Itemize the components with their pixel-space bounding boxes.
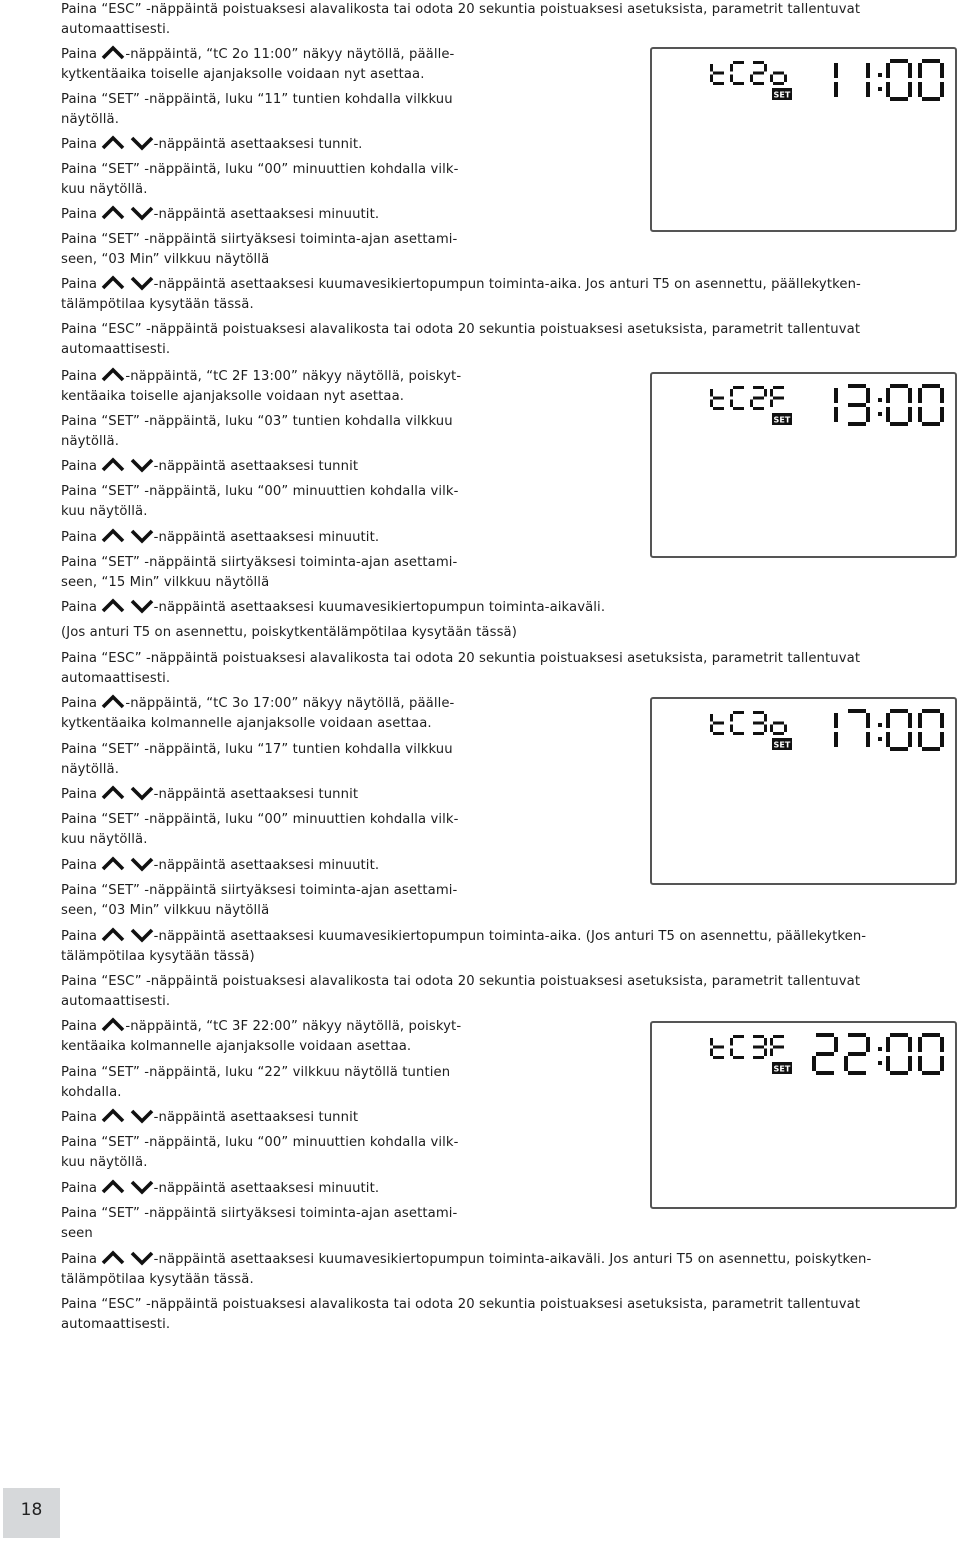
lcd-segment [890,747,908,751]
instruction-text: -näppäintä asettaaksesi tunnit. [153,137,363,152]
chevron-down-icon [130,275,154,291]
section2-runtime [61,598,958,619]
section3-intro-cont: kytkentäaika kolmannelle ajanjaksolle voidaan asettaa. [61,716,432,731]
esc-text: Paina “ESC” -näppäintä poistuaksesi alavalikosta tai odota 20 sekuntia poistuaksesi asetuksista, parametrit tallentuvat [61,651,861,666]
lcd-segment [886,1037,890,1052]
section2-hours-cont: näytöllä. [61,434,119,449]
lcd-segment [764,1049,767,1057]
lcd-segments [652,1023,955,1207]
chevron-down-icon [130,598,154,614]
lcd-segment [890,384,908,388]
lcd-segment [878,412,882,416]
lcd-segment [908,732,912,747]
instruction-text: -näppäintä asettaaksesi minuutit. [153,207,380,222]
lcd-segment [890,422,908,426]
lcd-segment [922,384,940,388]
lcd-segment [753,711,764,714]
lcd-segment [770,75,773,83]
esc-text: Paina “ESC” -näppäintä poistuaksesi alavalikosta tai odota 20 sekuntia poistuaksesi asetuksista, parametrit tallentuvat [61,974,861,989]
lcd-segment [730,1038,733,1046]
intro-text: -näppäintä, “tC 3o 17:00” näkyy näytöllä, päälle- [125,696,455,711]
esc-text-cont: automaattisesti. [61,342,171,357]
lcd-segment [848,1033,866,1037]
lcd-segment [886,1056,890,1071]
section3-move-cont: seen, “03 Min” vilkkuu näytöllä [61,903,270,918]
lcd-segment [713,1046,724,1049]
lcd-segment [922,709,940,713]
lcd-display [650,1021,957,1209]
chevron-up-icon [101,785,125,801]
lcd-segment [710,714,713,722]
section4-move-cont: seen [61,1226,93,1241]
lcd-segment [834,82,838,97]
section1-intro-cont: kytkentäaika toiselle ajanjaksolle voidaan nyt asettaa. [61,67,425,82]
instruction-text: -näppäintä asettaaksesi minuutit. [153,858,380,873]
lcd-segment [878,723,882,727]
lcd-segment [866,82,870,97]
lcd-segment [834,407,838,422]
lcd-segment [730,725,733,733]
lcd-segment [773,82,784,85]
lcd-display [650,697,957,885]
lcd-segment [812,1056,816,1071]
chevron-down-icon [130,1179,154,1195]
lcd-segment [764,725,767,733]
lcd-segment [866,388,870,403]
lcd-segment [730,75,733,83]
chevron-up-icon [101,205,125,221]
lcd-segment [890,709,908,713]
lcd-segment [730,714,733,722]
lcd-segment [730,1049,733,1057]
instruction-text: -näppäintä asettaaksesi minuutit. [153,530,380,545]
lcd-segment [770,389,773,397]
lcd-segment [784,75,787,83]
section3-move: Paina “SET” -näppäintä siirtyäksesi toiminta-ajan asettami- [61,883,458,898]
lcd-segment [764,1038,767,1046]
lcd-segment [770,400,773,408]
section2-set-minutes [61,528,516,549]
chevron-down-icon [130,856,154,872]
paina-label: Paina [61,137,98,152]
paina-label: Paina [61,858,98,873]
lcd-segment [733,407,744,410]
page-number: 18 [20,1500,43,1520]
paina-label: Paina [61,696,98,711]
section3-minutes: Paina “SET” -näppäintä, luku “00” minuuttien kohdalla vilk- [61,812,459,827]
lcd-segment [816,1071,834,1075]
lcd-segment [940,388,944,403]
lcd-segment [750,400,753,408]
lcd-segment [848,709,866,713]
lcd-segment [753,61,764,64]
lcd-segment [848,1071,866,1075]
lcd-segments [652,49,955,230]
lcd-segment [890,1071,908,1075]
chevron-up-icon [101,856,125,872]
esc-text: Paina “ESC” -näppäintä poistuaksesi alavalikosta tai odota 20 sekuntia poistuaksesi asetuksista, parametrit tallentuvat [61,322,861,337]
lcd-segment [940,63,944,78]
set-badge-label: SET [773,1064,791,1074]
lcd-segment [918,82,922,97]
paina-label: Paina [61,1019,98,1034]
lcd-segment [710,75,713,83]
section2-move: Paina “SET” -näppäintä siirtyäksesi toiminta-ajan asettami- [61,555,458,570]
chevron-down-icon [130,785,154,801]
instruction-text: -näppäintä asettaaksesi kuumavesikiertopumpun toiminta-aika. (Jos anturi T5 on asennettu, päällekytken- [153,929,867,944]
lcd-segment [730,64,733,72]
lcd-segment [878,87,882,91]
lcd-segment [848,422,866,426]
section4-minutes: Paina “SET” -näppäintä, luku “00” minuuttien kohdalla vilk- [61,1135,459,1150]
esc-text-cont: automaattisesti. [61,671,171,686]
lcd-segment [866,1037,870,1052]
lcd-segment [733,386,744,389]
section1-minutes-cont: kuu näytöllä. [61,182,148,197]
esc-text-cont: automaattisesti. [61,1317,171,1332]
lcd-segment [844,1056,848,1071]
lcd-segment [710,400,713,408]
lcd-segment [886,732,890,747]
lcd-segment [918,388,922,403]
lcd-segment [878,1047,882,1051]
lcd-segment [816,1052,834,1056]
section4-set-minutes [61,1179,516,1200]
set-badge [772,88,792,100]
lcd-segment [940,1056,944,1071]
section3-runtime [61,927,958,948]
lcd-segment [770,725,773,733]
paina-label: Paina [61,1252,98,1267]
section1-move-cont: seen, “03 Min” vilkkuu näytöllä [61,252,270,267]
lcd-segment [753,732,764,735]
lcd-segments [652,699,955,883]
esc-text: Paina “ESC” -näppäintä poistuaksesi alavalikosta tai odota 20 sekuntia poistuaksesi asetuksista, parametrit tallentuvat [61,2,861,17]
lcd-segment [753,1035,764,1038]
lcd-segment [918,1037,922,1052]
section3-hours-cont: näytöllä. [61,762,119,777]
lcd-segment [908,1056,912,1071]
section4-intro-cont: kentäaika kolmannelle ajanjaksolle voidaan asettaa. [61,1039,412,1054]
lcd-segment [753,82,764,85]
lcd-segment [834,63,838,78]
chevron-up-icon [101,367,125,383]
set-badge-label: SET [773,90,791,100]
lcd-segment [764,64,767,72]
lcd-segment [753,397,764,400]
lcd-segment [878,1061,882,1065]
section1-runtime [61,275,958,296]
paina-label: Paina [61,277,98,292]
lcd-segment [773,72,784,75]
lcd-segment [908,388,912,403]
lcd-segment [848,1052,866,1056]
lcd-segment [816,1033,834,1037]
section1-hours-cont: näytöllä. [61,112,119,127]
lcd-segment [886,63,890,78]
lcd-segment [878,737,882,741]
lcd-segment [784,725,787,733]
lcd-segment [730,389,733,397]
esc-text-cont: automaattisesti. [61,22,171,37]
lcd-segment [918,407,922,422]
lcd-segment [713,732,724,735]
lcd-segment [918,713,922,728]
lcd-segment [710,64,713,72]
lcd-segment [733,711,744,714]
lcd-segment [940,82,944,97]
lcd-segment [908,1037,912,1052]
section4-minutes-cont: kuu näytöllä. [61,1155,148,1170]
chevron-down-icon [130,1250,154,1266]
lcd-segment [770,1038,773,1046]
section4-runtime-cont: tälämpötilaa kysytään tässä. [61,1272,254,1287]
lcd-segment [866,407,870,422]
lcd-segment [773,1046,784,1049]
section2-minutes: Paina “SET” -näppäintä, luku “00” minuuttien kohdalla vilk- [61,484,459,499]
paina-label: Paina [61,600,98,615]
lcd-segment [922,747,940,751]
section2-minutes-cont: kuu näytöllä. [61,504,148,519]
page-number-box [3,1488,60,1538]
lcd-segment [848,384,866,388]
lcd-segment [733,1035,744,1038]
lcd-segment [886,713,890,728]
lcd-segment [848,403,866,407]
paina-label: Paina [61,787,98,802]
lcd-segment [770,1049,773,1057]
lcd-segment [940,732,944,747]
lcd-segment [922,1071,940,1075]
lcd-segment [878,73,882,77]
chevron-up-icon [101,45,125,61]
chevron-up-icon [101,694,125,710]
chevron-up-icon [101,1179,125,1195]
lcd-segment [918,732,922,747]
lcd-segment [878,398,882,402]
section4-hours: Paina “SET” -näppäintä, luku “22” vilkkuu näytöllä tuntien [61,1065,451,1080]
lcd-segment [713,407,724,410]
lcd-segment [753,722,764,725]
lcd-segment [834,388,838,403]
intro-text: -näppäintä, “tC 2o 11:00” näkyy näytöllä, päälle- [125,47,455,62]
section1-runtime-cont: tälämpötilaa kysytään tässä. [61,297,254,312]
lcd-segment [908,407,912,422]
lcd-segment [773,397,784,400]
paina-label: Paina [61,929,98,944]
lcd-segment [733,1056,744,1059]
instruction-text: -näppäintä asettaaksesi tunnit [153,787,359,802]
chevron-up-icon [101,528,125,544]
lcd-segment [940,713,944,728]
lcd-segment [713,1056,724,1059]
lcd-segment [834,732,838,747]
lcd-segment [918,63,922,78]
paina-label: Paina [61,1181,98,1196]
paina-label: Paina [61,1110,98,1125]
lcd-segment [918,1056,922,1071]
lcd-segment [764,389,767,397]
section3-runtime-cont: tälämpötilaa kysytään tässä) [61,949,255,964]
lcd-segment [886,388,890,403]
set-badge [772,1062,792,1074]
section1-intro [61,45,516,66]
lcd-segment [713,82,724,85]
chevron-up-icon [101,1017,125,1033]
chevron-down-icon [130,927,154,943]
lcd-segment [886,407,890,422]
chevron-up-icon [101,1250,125,1266]
chevron-up-icon [101,275,125,291]
chevron-down-icon [130,457,154,473]
set-badge [772,413,792,425]
lcd-segment [713,72,724,75]
paina-label: Paina [61,207,98,222]
lcd-segment [713,722,724,725]
lcd-segment [730,400,733,408]
set-badge-label: SET [773,740,791,750]
section3-set-minutes [61,856,516,877]
section2-intro-cont: kentäaika toiselle ajanjaksolle voidaan nyt asettaa. [61,389,405,404]
section1-set-minutes [61,205,516,226]
section4-intro [61,1017,516,1038]
instruction-text: -näppäintä asettaaksesi kuumavesikiertopumpun toiminta-aikaväli. [153,600,606,615]
lcd-segment [773,732,784,735]
section2-intro [61,367,516,388]
lcd-segment [710,1038,713,1046]
section1-set-hours [61,135,516,156]
paina-label: Paina [61,47,98,62]
lcd-segment [908,63,912,78]
lcd-segment [890,1033,908,1037]
instruction-text: -näppäintä asettaaksesi minuutit. [153,1181,380,1196]
lcd-segment [733,732,744,735]
lcd-segment [773,722,784,725]
lcd-segment [750,75,753,83]
lcd-segment [922,59,940,63]
section2-move-cont: seen, “15 Min” vilkkuu näytöllä [61,575,270,590]
lcd-segment [753,1056,764,1059]
section4-move: Paina “SET” -näppäintä siirtyäksesi toiminta-ajan asettami- [61,1206,458,1221]
paina-label: Paina [61,369,98,384]
chevron-up-icon [101,135,125,151]
paina-label: Paina [61,530,98,545]
lcd-segment [940,1037,944,1052]
lcd-display [650,47,957,232]
lcd-segment [834,1037,838,1052]
esc-text: Paina “ESC” -näppäintä poistuaksesi alavalikosta tai odota 20 sekuntia poistuaksesi asetuksista, parametrit tallentuvat [61,1297,861,1312]
chevron-down-icon [130,1108,154,1124]
section3-intro [61,694,516,715]
intro-text: -näppäintä, “tC 3F 22:00” näkyy näytöllä, poiskyt- [125,1019,462,1034]
chevron-up-icon [101,1108,125,1124]
paina-label: Paina [61,459,98,474]
lcd-segment [713,397,724,400]
chevron-down-icon [130,205,154,221]
section2-hours: Paina “SET” -näppäintä, luku “03” tuntien kohdalla vilkkuu [61,414,453,429]
set-badge-label: SET [773,415,791,425]
section1-hours: Paina “SET” -näppäintä, luku “11” tuntien kohdalla vilkkuu [61,92,453,107]
lcd-segment [922,422,940,426]
lcd-segment [908,713,912,728]
lcd-segment [940,407,944,422]
lcd-segment [710,389,713,397]
chevron-down-icon [130,135,154,151]
lcd-segment [753,407,764,410]
instruction-text: -näppäintä asettaaksesi tunnit [153,1110,359,1125]
lcd-segment [764,714,767,722]
section2-runtime-cont: (Jos anturi T5 on asennettu, poiskytkentälämpötilaa kysytään tässä) [61,625,517,640]
section4-runtime [61,1250,958,1271]
lcd-segments [652,374,955,556]
esc-text-cont: automaattisesti. [61,994,171,1009]
instruction-text: -näppäintä asettaaksesi tunnit [153,459,359,474]
instruction-text: -näppäintä asettaaksesi kuumavesikiertopumpun toiminta-aikaväli. Jos anturi T5 on asennettu, poiskytken- [153,1252,872,1267]
section1-minutes: Paina “SET” -näppäintä, luku “00” minuuttien kohdalla vilk- [61,162,459,177]
intro-text: -näppäintä, “tC 2F 13:00” näkyy näytöllä, poiskyt- [125,369,462,384]
lcd-segment [733,61,744,64]
instruction-text: -näppäintä asettaaksesi kuumavesikiertopumpun toiminta-aika. Jos anturi T5 on asennettu, päällekytken- [153,277,861,292]
lcd-segment [834,713,838,728]
lcd-segment [710,725,713,733]
lcd-segment [922,97,940,101]
lcd-segment [753,72,764,75]
lcd-segment [753,1046,764,1049]
section3-minutes-cont: kuu näytöllä. [61,832,148,847]
lcd-segment [866,713,870,728]
lcd-segment [922,1033,940,1037]
lcd-segment [890,97,908,101]
lcd-segment [773,386,784,389]
lcd-segment [710,1049,713,1057]
section3-hours: Paina “SET” -näppäintä, luku “17” tuntien kohdalla vilkkuu [61,742,453,757]
lcd-segment [866,63,870,78]
lcd-segment [753,386,764,389]
section1-move: Paina “SET” -näppäintä siirtyäksesi toiminta-ajan asettami- [61,232,458,247]
lcd-segment [890,59,908,63]
lcd-segment [886,82,890,97]
set-badge [772,738,792,750]
section4-set-hours [61,1108,516,1129]
chevron-down-icon [130,528,154,544]
lcd-segment [908,82,912,97]
lcd-display [650,372,957,558]
section4-hours-cont: kohdalla. [61,1085,122,1100]
section2-set-hours [61,457,516,478]
chevron-up-icon [101,927,125,943]
lcd-segment [733,82,744,85]
lcd-segment [866,732,870,747]
chevron-up-icon [101,457,125,473]
lcd-segment [773,1035,784,1038]
section3-set-hours [61,785,516,806]
chevron-up-icon [101,598,125,614]
